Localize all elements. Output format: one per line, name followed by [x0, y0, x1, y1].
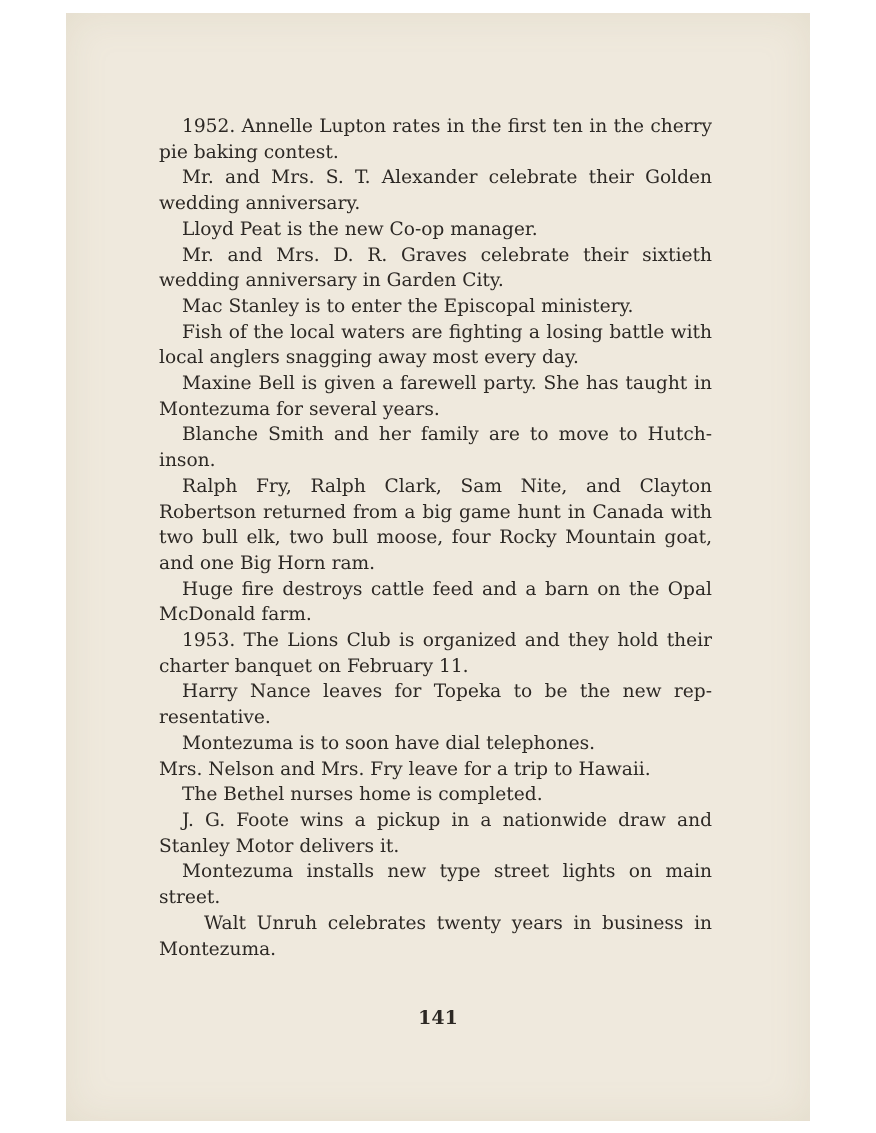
page-number: 141 [418, 1007, 458, 1029]
paragraph: The Bethel nurses home is completed. [182, 784, 543, 806]
paragraph: Blanche Smith and her family are to move to Hutch-inson. [159, 424, 712, 472]
paragraph: Mr. and Mrs. D. R. Graves celebrate their sixtieth wedding anniversary in Garden City. [159, 244, 712, 292]
paragraph: Walt Unruh celebrates twenty years in business in Montezuma. [159, 912, 712, 960]
paragraph: Fish of the local waters are fighting a losing battle with local anglers snagging away most every day. [159, 321, 712, 369]
page-body-text [159, 114, 712, 962]
paragraph: 1953. The Lions Club is organized and they hold their charter banquet on February 11. [159, 630, 712, 677]
paragraph: Ralph Fry, Ralph Clark, Sam Nite, and Clayton Robertson returned from a big game hunt in Canada with two bull elk, two bull moose, four Rocky Mountain goat, and one Big Horn ram. [159, 475, 712, 574]
paragraph: Harry Nance leaves for Topeka to be the new rep-resentative. [159, 681, 712, 729]
paragraph: Montezuma installs new type street lights on main street. [159, 861, 712, 909]
paragraph: Mr. and Mrs. S. T. Alexander celebrate their Golden wedding anniversary. [159, 167, 712, 215]
paragraph: Maxine Bell is given a farewell party. She has taught in Montezuma for several years. [159, 373, 712, 420]
paragraph: 1952. Annelle Lupton rates in the first ten in the cherry pie baking contest. [159, 116, 712, 163]
paragraph: Huge fire destroys cattle feed and a barn on the Opal McDonald farm. [159, 578, 712, 626]
paragraph: Montezuma is to soon have dial telephones. [182, 732, 596, 754]
paragraph: J. G. Foote wins a pickup in a nationwide draw and Stanley Motor delivers it. [159, 809, 712, 857]
paragraph: Mrs. Nelson and Mrs. Fry leave for a trip to Hawaii. [159, 758, 651, 780]
paragraph: Lloyd Peat is the new Co-op manager. [182, 218, 538, 240]
paragraph: Mac Stanley is to enter the Episcopal ministery. [182, 295, 634, 317]
